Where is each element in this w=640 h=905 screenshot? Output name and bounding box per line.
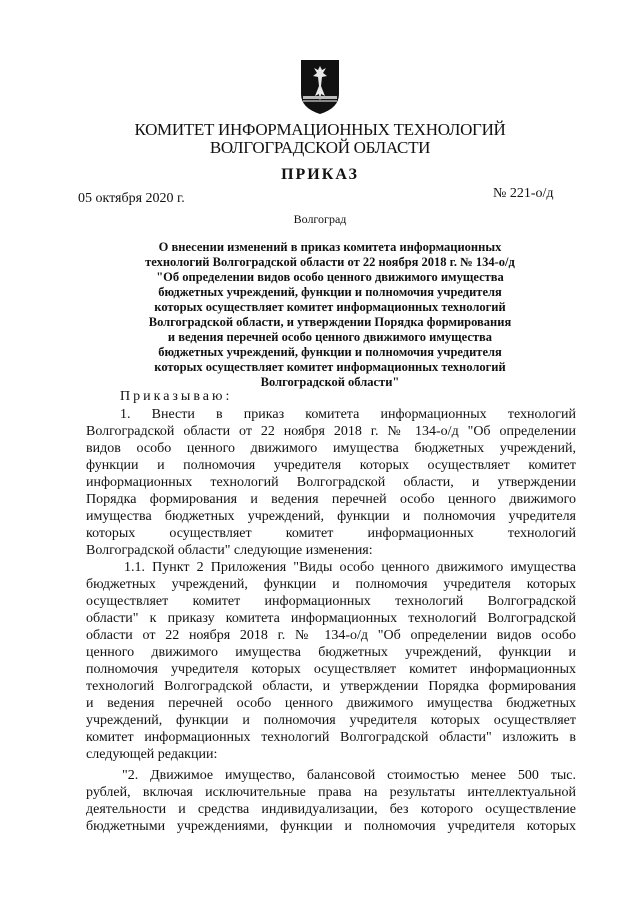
subject-line: Волгоградской области, и утверждении Порядка формирования — [148, 315, 512, 329]
subject-line: "Об определении видов особо ценного движимого имущества — [156, 270, 504, 284]
paragraph-1 — [86, 406, 576, 559]
text-line: 1. Внести в приказ комитета информационных технологий — [120, 407, 576, 422]
text-line: следующей редакции: — [86, 747, 218, 762]
text-line: бюджетными учреждениями, функции и полномочия учредителя которых — [86, 819, 576, 834]
text-line: бюджетных учреждений, функции и полномочия учредителя которых — [86, 577, 576, 592]
order-subject — [100, 240, 560, 390]
organization-name-line1: КОМИТЕТ ИНФОРМАЦИОННЫХ ТЕХНОЛОГИЙ — [134, 120, 506, 139]
subject-line: бюджетных учреждений, функции и полномочия учредителя — [158, 285, 502, 299]
text-line: видов особо ценного движимого имущества бюджетных учреждений, — [86, 441, 576, 456]
subject-line: технологий Волгоградской области от 22 ноября 2018 г. № 134-о/д — [145, 255, 515, 269]
paragraph-1-1 — [86, 559, 576, 763]
organization-name-line2: ВОЛГОГРАДСКОЙ ОБЛАСТИ — [209, 138, 431, 157]
text-line: области" к приказу комитета информационных технологий Волгоградской — [86, 611, 576, 626]
text-line: информационных технологий Волгоградской области, и утверждении — [86, 475, 576, 490]
text-line: функции и полномочия учредителя которых осуществляет комитет — [86, 458, 576, 473]
text-line: "2. Движимое имущество, балансовой стоимостью менее 500 тыс. — [122, 768, 576, 783]
text-line: рублей, включая исключительные права на результаты интеллектуальной — [86, 785, 576, 800]
ordered-heading: Приказываю: — [120, 389, 233, 404]
document-type-title: ПРИКАЗ — [281, 166, 359, 183]
order-date: 05 октября 2020 г. — [78, 191, 185, 206]
text-line: комитет информационных технологий Волгоградской области" изложить в — [86, 730, 576, 745]
text-line: Волгоградской области" следующие изменения: — [86, 543, 373, 558]
subject-line: которых осуществляет комитет информационных технологий — [154, 360, 506, 374]
text-line: Порядка формирования и ведения перечней особо ценного движимого — [86, 492, 576, 507]
order-number: № 221-о/д — [493, 186, 554, 201]
text-line: и ведения перечней особо ценного движимого имущества бюджетных — [86, 696, 576, 711]
paragraph-2-quote — [86, 767, 576, 835]
subject-line: О внесении изменений в приказ комитета информационных — [158, 240, 502, 254]
subject-line: и ведения перечней особо ценного движимого имущества — [167, 330, 493, 344]
city-name: Волгоград — [293, 212, 347, 226]
subject-line: которых осуществляет комитет информационных технологий — [154, 300, 506, 314]
coat-of-arms-emblem-icon — [299, 58, 341, 116]
subject-line: Волгоградской области" — [260, 375, 400, 389]
text-line: области от 22 ноября 2018 г. № 134-о/д "Об определении видов особо — [86, 628, 576, 643]
subject-line: бюджетных учреждений, функции и полномочия учредителя — [158, 345, 502, 359]
text-line: полномочия учредителя которых осуществляет комитет информационных — [86, 662, 576, 677]
text-line: учреждений, функции и полномочия учредителя которых осуществляет — [86, 713, 576, 728]
text-line: Волгоградской области от 22 ноября 2018 г. № 134-о/д "Об определении — [86, 424, 576, 439]
text-line: 1.1. Пункт 2 Приложения "Виды особо ценного движимого имущества — [124, 560, 576, 575]
text-line: имущества бюджетных учреждений, функции и полномочия учредителя — [86, 509, 576, 524]
text-line: технологий Волгоградской области, и утверждении Порядка формирования — [86, 679, 576, 694]
text-line: деятельности и средства индивидуализации, без которого осуществление — [86, 802, 576, 817]
text-line: ценного движимого имущества бюджетных учреждений, функции и — [86, 645, 576, 660]
text-line: осуществляет комитет информационных технологий Волгоградской — [86, 594, 576, 609]
text-line: которых осуществляет комитет информационных технологий — [86, 526, 576, 541]
